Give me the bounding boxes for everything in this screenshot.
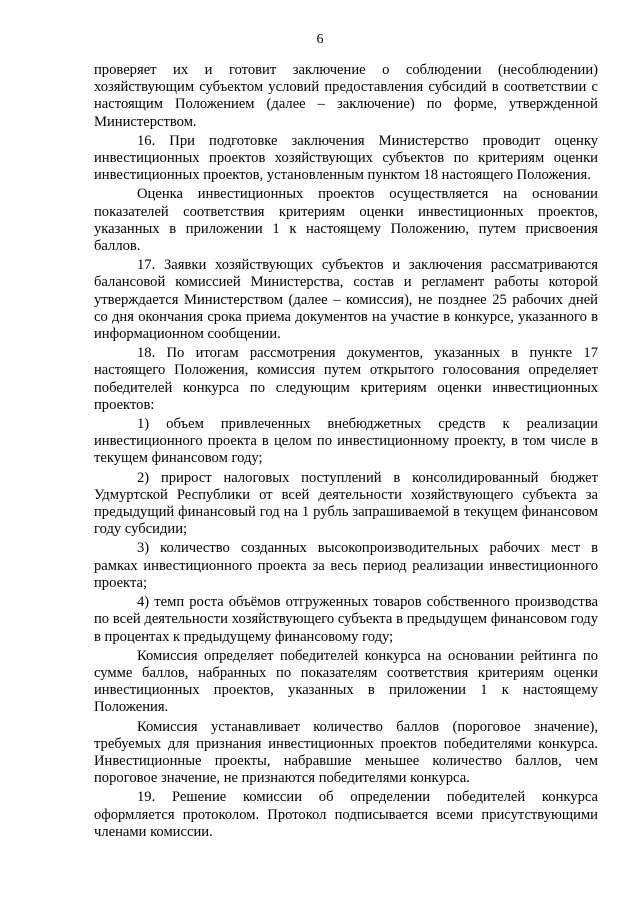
document-body — [94, 62, 598, 841]
paragraph-17: 17. Заявки хозяйствующих субъектов и заключения рассматриваются балансовой комиссией Министерства, состав и регламент работы которой утверждается Министерством (далее – комиссия), не позднее 25 рабочих дней со дня окончания срока приема документов на участие в конкурсе, указанного в информационном сообщении. — [94, 257, 598, 343]
paragraph-19: 19. Решение комиссии об определении победителей конкурса оформляется протоколом. Протокол подписывается всеми присутствующими членами комиссии. — [94, 789, 598, 840]
paragraph-16: 16. При подготовке заключения Министерство проводит оценку инвестиционных проектов хозяйствующих субъектов по критериям оценки инвестиционных проектов, установленным пунктом 18 настоящего Положения. — [94, 132, 598, 184]
criterion-4: 4) темп роста объёмов отгруженных товаров собственного производства по всей деятельности хозяйствующего субъекта в предыдущем финансовом году в процентах к предыдущему финансовому году; — [94, 594, 598, 645]
paragraph-18: 18. По итогам рассмотрения документов, указанных в пункте 17 настоящего Положения, комиссия путем открытого голосования определяет победителей конкурса по следующим критериям оценки инвестиционных проектов: — [94, 345, 598, 413]
paragraph-threshold: Комиссия устанавливает количество баллов (пороговое значение), требуемых для признания инвестиционных проектов победителями конкурса. Инвестиционные проекты, набравшие меньшее количество баллов, чем пороговое значение, не признаются победителями конкурса. — [94, 718, 598, 787]
page-number: 6 — [316, 32, 324, 47]
paragraph-rating: Комиссия определяет победителей конкурса на основании рейтинга по сумме баллов, набранных по показателям соответствия критериям оценки инвестиционных проектов, указанных в приложении 1 к настоящему Положения. — [94, 647, 598, 716]
paragraph-evaluation: Оценка инвестиционных проектов осуществляется на основании показателей соответствия критериям оценки инвестиционных проектов, указанных в приложении 1 к настоящему Положению, путем присвоения баллов. — [94, 186, 598, 255]
criterion-3: 3) количество созданных высокопроизводительных рабочих мест в рамках инвестиционного проекта за весь период реализации инвестиционного проекта; — [94, 540, 598, 591]
criterion-1: 1) объем привлеченных внебюджетных средств к реализации инвестиционного проекта в целом по инвестиционному проекту, в том числе в текущем финансовом году; — [94, 416, 598, 467]
criterion-2: 2) прирост налоговых поступлений в консолидированный бюджет Удмуртской Республики от всей деятельности хозяйствующего субъекта за предыдущий финансовый год на 1 рубль запрашиваемой в текущем финансовом году субсидии; — [94, 469, 598, 538]
paragraph-continuation: проверяет их и готовит заключение о соблюдении (несоблюдении) хозяйствующим субъектом условий предоставления субсидий в соответствии с настоящим Положением (далее – заключение) по форме, утвержденной Министерством. — [94, 62, 598, 130]
